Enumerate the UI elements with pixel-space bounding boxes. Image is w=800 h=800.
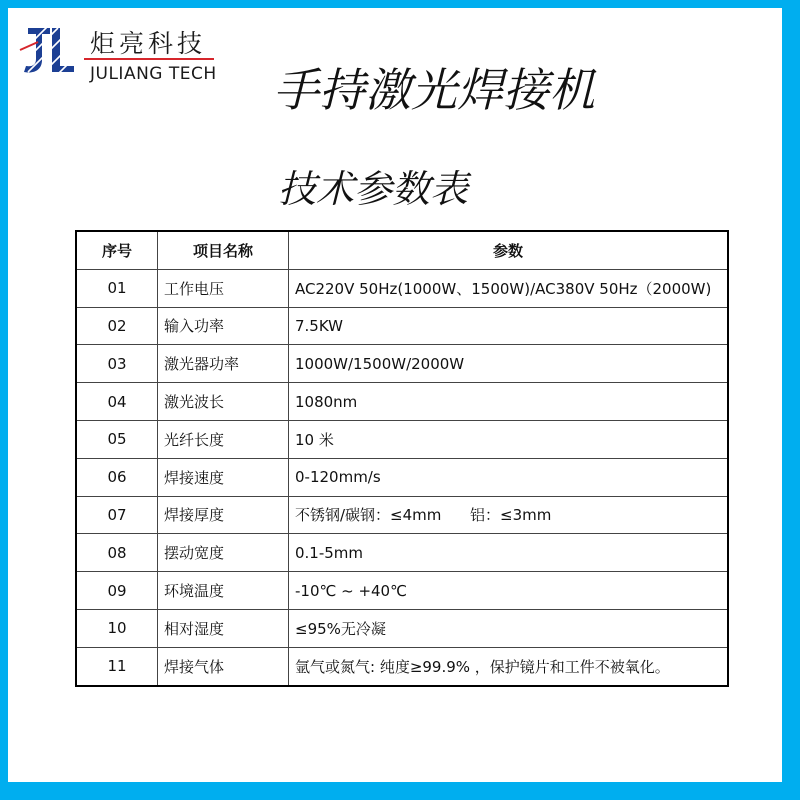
table-row [76,383,728,421]
header-no: 序号 [76,231,158,269]
page-title: 手持激光焊接机 [273,63,595,117]
page-subtitle: 技术参数表 [278,167,469,211]
table-row [76,496,728,534]
table-row [76,269,728,307]
logo-english-name: JULIANG TECH [90,64,217,84]
row-name: 焊接厚度 [158,496,289,534]
row-no: 08 [76,534,158,572]
row-no: 07 [76,496,158,534]
table-row [76,647,728,685]
row-name: 环境温度 [158,572,289,610]
row-value: 1080nm [289,383,729,421]
row-value: 0.1-5mm [289,534,729,572]
row-name: 焊接气体 [158,647,289,685]
row-no: 11 [76,647,158,685]
table-row [76,345,728,383]
logo-chinese-name: 炬亮科技 [90,29,207,58]
row-name: 激光器功率 [158,345,289,383]
table-row [76,420,728,458]
row-no: 01 [76,269,158,307]
row-name: 光纤长度 [158,420,289,458]
row-no: 09 [76,572,158,610]
row-name: 激光波长 [158,383,289,421]
logo-divider [84,58,214,60]
row-no: 02 [76,307,158,345]
row-name: 输入功率 [158,307,289,345]
row-no: 03 [76,345,158,383]
table-row [76,534,728,572]
header-parameter: 参数 [289,231,729,269]
row-name: 工作电压 [158,269,289,307]
row-name: 摆动宽度 [158,534,289,572]
row-value: 1000W/1500W/2000W [289,345,729,383]
row-value: -10℃ ~ +40℃ [289,572,729,610]
row-value: 0-120mm/s [289,458,729,496]
table-row [76,307,728,345]
table-header-row [76,231,728,269]
header-item-name: 项目名称 [158,231,289,269]
document-page [8,8,782,782]
parameter-table [75,230,729,687]
row-name: 焊接速度 [158,458,289,496]
row-no: 05 [76,420,158,458]
row-value: 7.5KW [289,307,729,345]
row-value: 氩气或氮气: 纯度≥99.9% ，保护镜片和工件不被氧化。 [289,647,729,685]
table-row [76,458,728,496]
row-value: 10 米 [289,420,729,458]
company-logo [18,22,218,88]
table-row [76,609,728,647]
row-no: 04 [76,383,158,421]
row-value: ≤95%无冷凝 [289,609,729,647]
row-value: 不锈钢/碳钢：≤4mm 铝：≤3mm [289,496,729,534]
row-value: AC220V 50Hz(1000W、1500W)/AC380V 50Hz（2000W) [289,269,729,307]
table-row [76,572,728,610]
row-no: 06 [76,458,158,496]
row-name: 相对湿度 [158,609,289,647]
juliang-logo-icon [18,22,78,80]
row-no: 10 [76,609,158,647]
